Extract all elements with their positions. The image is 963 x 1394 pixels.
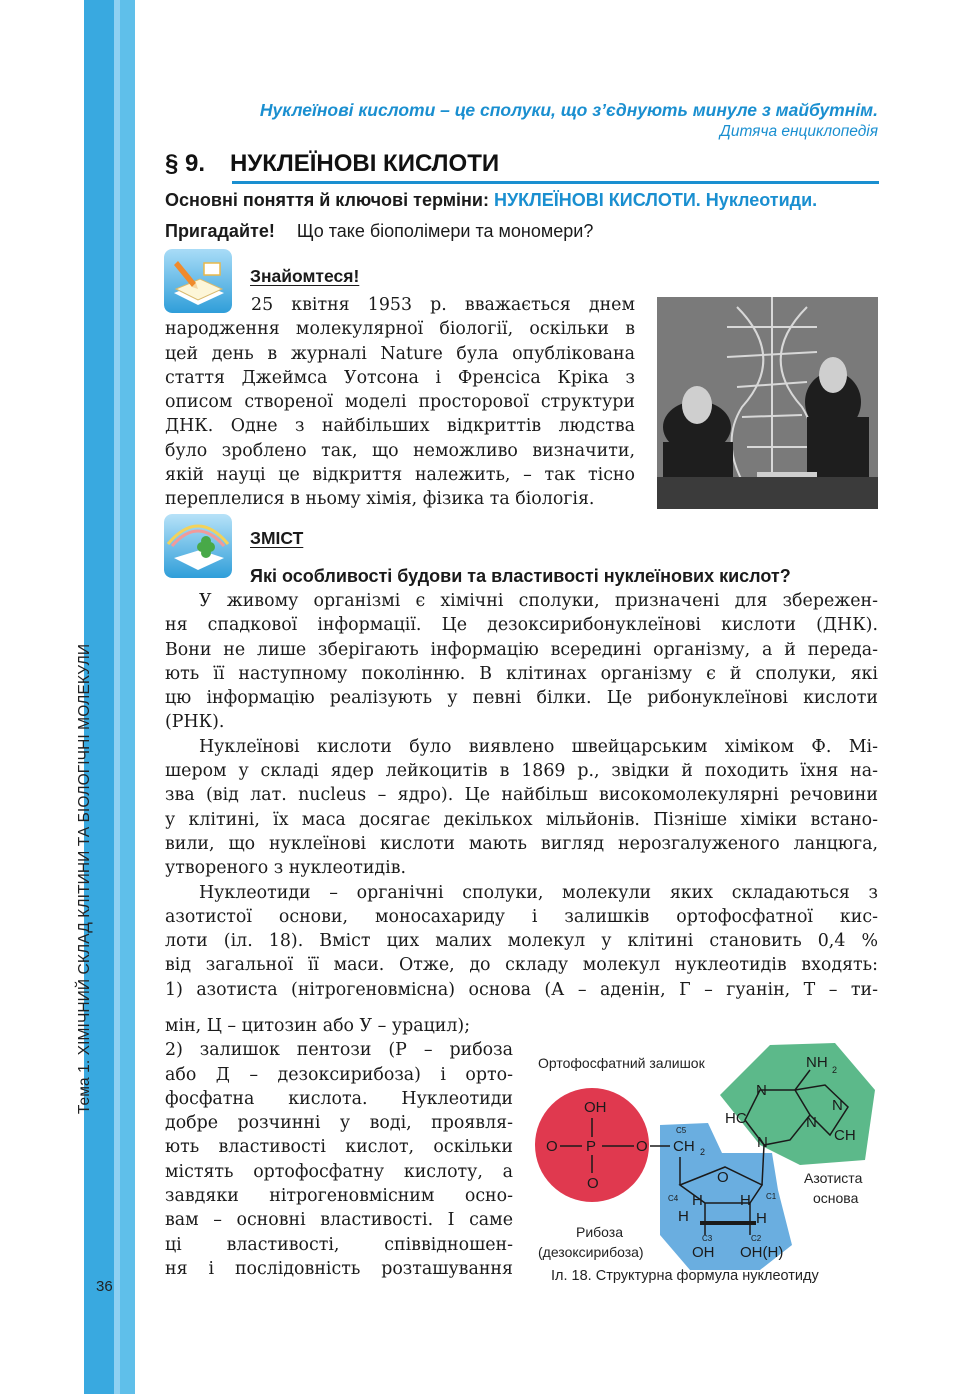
base-label-2: основа xyxy=(813,1190,859,1206)
meet-line: було зроблено так, що неможливо визначити, xyxy=(165,440,635,461)
narrow-line: містять ортофосфатну кислоту, а xyxy=(165,1161,513,1182)
svg-text:CH: CH xyxy=(673,1138,695,1155)
narrow-line: мін, Ц – цитозин або У – урацил); xyxy=(165,1016,471,1036)
key-terms xyxy=(165,190,817,211)
sugar-label-1: Рибоза xyxy=(576,1224,624,1240)
narrow-line: ня і послідовність розташування xyxy=(165,1258,513,1279)
svg-text:HC: HC xyxy=(725,1110,747,1127)
para2-line: шером у складі ядер лейкоцитів в 1869 р., звідки й походить їхня на- xyxy=(165,761,878,782)
svg-text:O: O xyxy=(636,1138,648,1155)
para3-line: від загальної її маси. Отже, до складу молекул нуклеотидів входять: xyxy=(165,955,878,976)
svg-text:C4: C4 xyxy=(668,1194,679,1203)
sidebar-stripe-mid xyxy=(120,0,135,1394)
narrow-line: ють властивості кислот, оскільки xyxy=(165,1137,513,1158)
para2-line: Нуклеїнові кислоти було виявлено швейцарським хіміком Ф. Мі- xyxy=(199,736,878,757)
para3-line: лоти (іл. 18). Вміст цих малих молекул у клітині становить 0,4 % xyxy=(165,931,878,952)
svg-text:P: P xyxy=(586,1138,597,1155)
recall-question: Що таке біополімери та мономери? xyxy=(296,221,594,241)
para1-line: цю інформацію реалізують у певні білки. Це рибонуклеїнові кислоти xyxy=(165,688,878,709)
svg-text:C2: C2 xyxy=(751,1234,762,1243)
vertical-topic-title: Тема 1. ХІМІЧНИЙ СКЛАД КЛІТИНИ ТА БІОЛОГІЧНІ МОЛЕКУЛИ xyxy=(76,643,93,1115)
sugar-label-2: (дезоксирибоза) xyxy=(538,1244,644,1260)
narrow-line: ці властивості, співвідношен- xyxy=(165,1234,513,1255)
para2-line: вили, що нуклеїнові кислоти мають вигляд нерозгалуженого ланцюга, xyxy=(165,833,878,854)
svg-text:2: 2 xyxy=(832,1065,838,1075)
recall-label: Пригадайте! xyxy=(165,221,275,241)
base-label-1: Азотиста xyxy=(804,1170,863,1186)
epigraph xyxy=(260,100,878,141)
narrow-line: або Д – дезоксирибоза) і орто- xyxy=(165,1064,513,1085)
key-terms-list: НУКЛЕЇНОВІ КИСЛОТИ. Нуклеотиди. xyxy=(493,190,818,210)
meet-line: 25 квітня 1953 р. вважається днем xyxy=(251,295,635,315)
narrow-text xyxy=(165,1014,513,1281)
svg-text:CH: CH xyxy=(834,1127,856,1144)
meet-line: народження молекулярної біології, оскільки в xyxy=(165,319,635,340)
nucleotide-diagram xyxy=(530,1020,890,1300)
meet-text xyxy=(165,293,635,512)
epigraph-quote: Нуклеїнові кислоти – це сполуки, що з’єднують минуле з майбутнім. xyxy=(259,100,878,120)
sidebar-band xyxy=(0,0,135,1394)
key-terms-label: Основні поняття й ключові терміни: xyxy=(165,190,489,210)
svg-text:OH(H): OH(H) xyxy=(740,1244,784,1261)
content-heading: ЗМІСТ xyxy=(250,528,304,548)
narrow-line: 2) залишок пентози (Р – рибоза xyxy=(165,1040,513,1061)
phosphate-label: Ортофосфатний залишок xyxy=(538,1055,705,1071)
watson-crick-photo xyxy=(657,297,878,509)
svg-text:N: N xyxy=(832,1097,843,1114)
svg-text:OH: OH xyxy=(584,1099,607,1116)
narrow-line: добре розчинні у воді, проявля- xyxy=(165,1113,513,1134)
para2-line: утвореного з нуклеотидів. xyxy=(165,858,407,879)
meet-heading: Знайомтеся! xyxy=(250,266,360,286)
svg-text:N: N xyxy=(756,1082,767,1099)
meet-line: переплелися в ньому хімія, фізика та біологія. xyxy=(165,489,595,510)
para1-line: ня спадкової інформації. Це дезоксирибонуклеїнові кислоти (ДНК). xyxy=(165,615,878,636)
section-number: § 9. xyxy=(165,150,206,177)
section-heading xyxy=(165,150,878,178)
meet-line: описом створеної моделі просторової структури xyxy=(165,392,635,413)
para2-line: у клітині, їх маса досягає декількох мільйонів. Пізніше хіміки встано- xyxy=(165,809,878,830)
base-region xyxy=(720,1043,875,1165)
svg-text:2: 2 xyxy=(700,1147,706,1157)
content-question: Які особливості будови та властивості нуклеїнових кислот? xyxy=(250,566,791,586)
svg-text:C1: C1 xyxy=(766,1192,777,1201)
para1-line: Вони не лише зберігають інформацію всередині організму, а й переда- xyxy=(165,639,878,660)
recall-prompt xyxy=(165,221,593,242)
figure-caption: Іл. 18. Структурна формула нуклеотиду xyxy=(551,1268,819,1284)
para2-line: зва (від лат. nucleus – ядро). Це найбільш високомолекулярні речовини xyxy=(165,785,878,806)
meet-line: ДНК. Одне з найбільших відкриттів людства xyxy=(165,416,635,437)
section-rule xyxy=(232,181,879,184)
svg-text:H: H xyxy=(678,1208,689,1225)
para1-line: ють її наступному поколінню. В клітинах організму є й сполуки, які xyxy=(165,663,878,684)
para3-line: 1) азотиста (нітрогеновмісна) основа (А – аденін, Г – гуанін, Т – ти- xyxy=(165,979,878,1000)
epigraph-source: Дитяча енциклопедія xyxy=(719,123,878,140)
meet-line: цей день в журналі Nature була опублікована xyxy=(165,343,635,364)
svg-text:N: N xyxy=(806,1114,817,1131)
svg-text:O: O xyxy=(717,1169,729,1186)
para3-line: азотистої основи, моносахариду і залишків ортофосфатної кис- xyxy=(165,906,878,927)
svg-text:C3: C3 xyxy=(702,1234,713,1243)
narrow-line: фосфатна кислота. Нуклеотиди xyxy=(165,1088,513,1109)
svg-text:NH: NH xyxy=(806,1054,828,1071)
svg-text:H: H xyxy=(756,1210,767,1227)
narrow-line: завдяки нітрогеновмісним осно- xyxy=(165,1186,513,1207)
svg-text:OH: OH xyxy=(692,1244,715,1261)
para1-line: У живому організмі є хімічні сполуки, призначені для збережен- xyxy=(199,591,878,611)
meet-line: якій науці це відкриття належить, – так тісно xyxy=(165,465,635,486)
svg-text:O: O xyxy=(546,1138,558,1155)
meet-line: стаття Джеймса Уотсона і Френсіса Кріка з xyxy=(165,367,635,388)
svg-text:O: O xyxy=(587,1175,599,1192)
svg-text:H: H xyxy=(740,1192,751,1209)
narrow-line: вам – основні властивості. І саме xyxy=(165,1210,513,1231)
svg-text:C5: C5 xyxy=(676,1126,687,1135)
svg-text:N: N xyxy=(757,1134,768,1151)
section-title: НУКЛЕЇНОВІ КИСЛОТИ xyxy=(230,150,500,177)
clover-book-icon xyxy=(164,514,232,578)
para1-line: (РНК). xyxy=(165,712,225,733)
main-text xyxy=(165,589,878,1002)
page-number: 36 xyxy=(96,1278,113,1295)
para3-line: Нуклеотиди – органічні сполуки, молекули яких складаються з xyxy=(199,882,878,903)
svg-text:H: H xyxy=(692,1192,703,1209)
